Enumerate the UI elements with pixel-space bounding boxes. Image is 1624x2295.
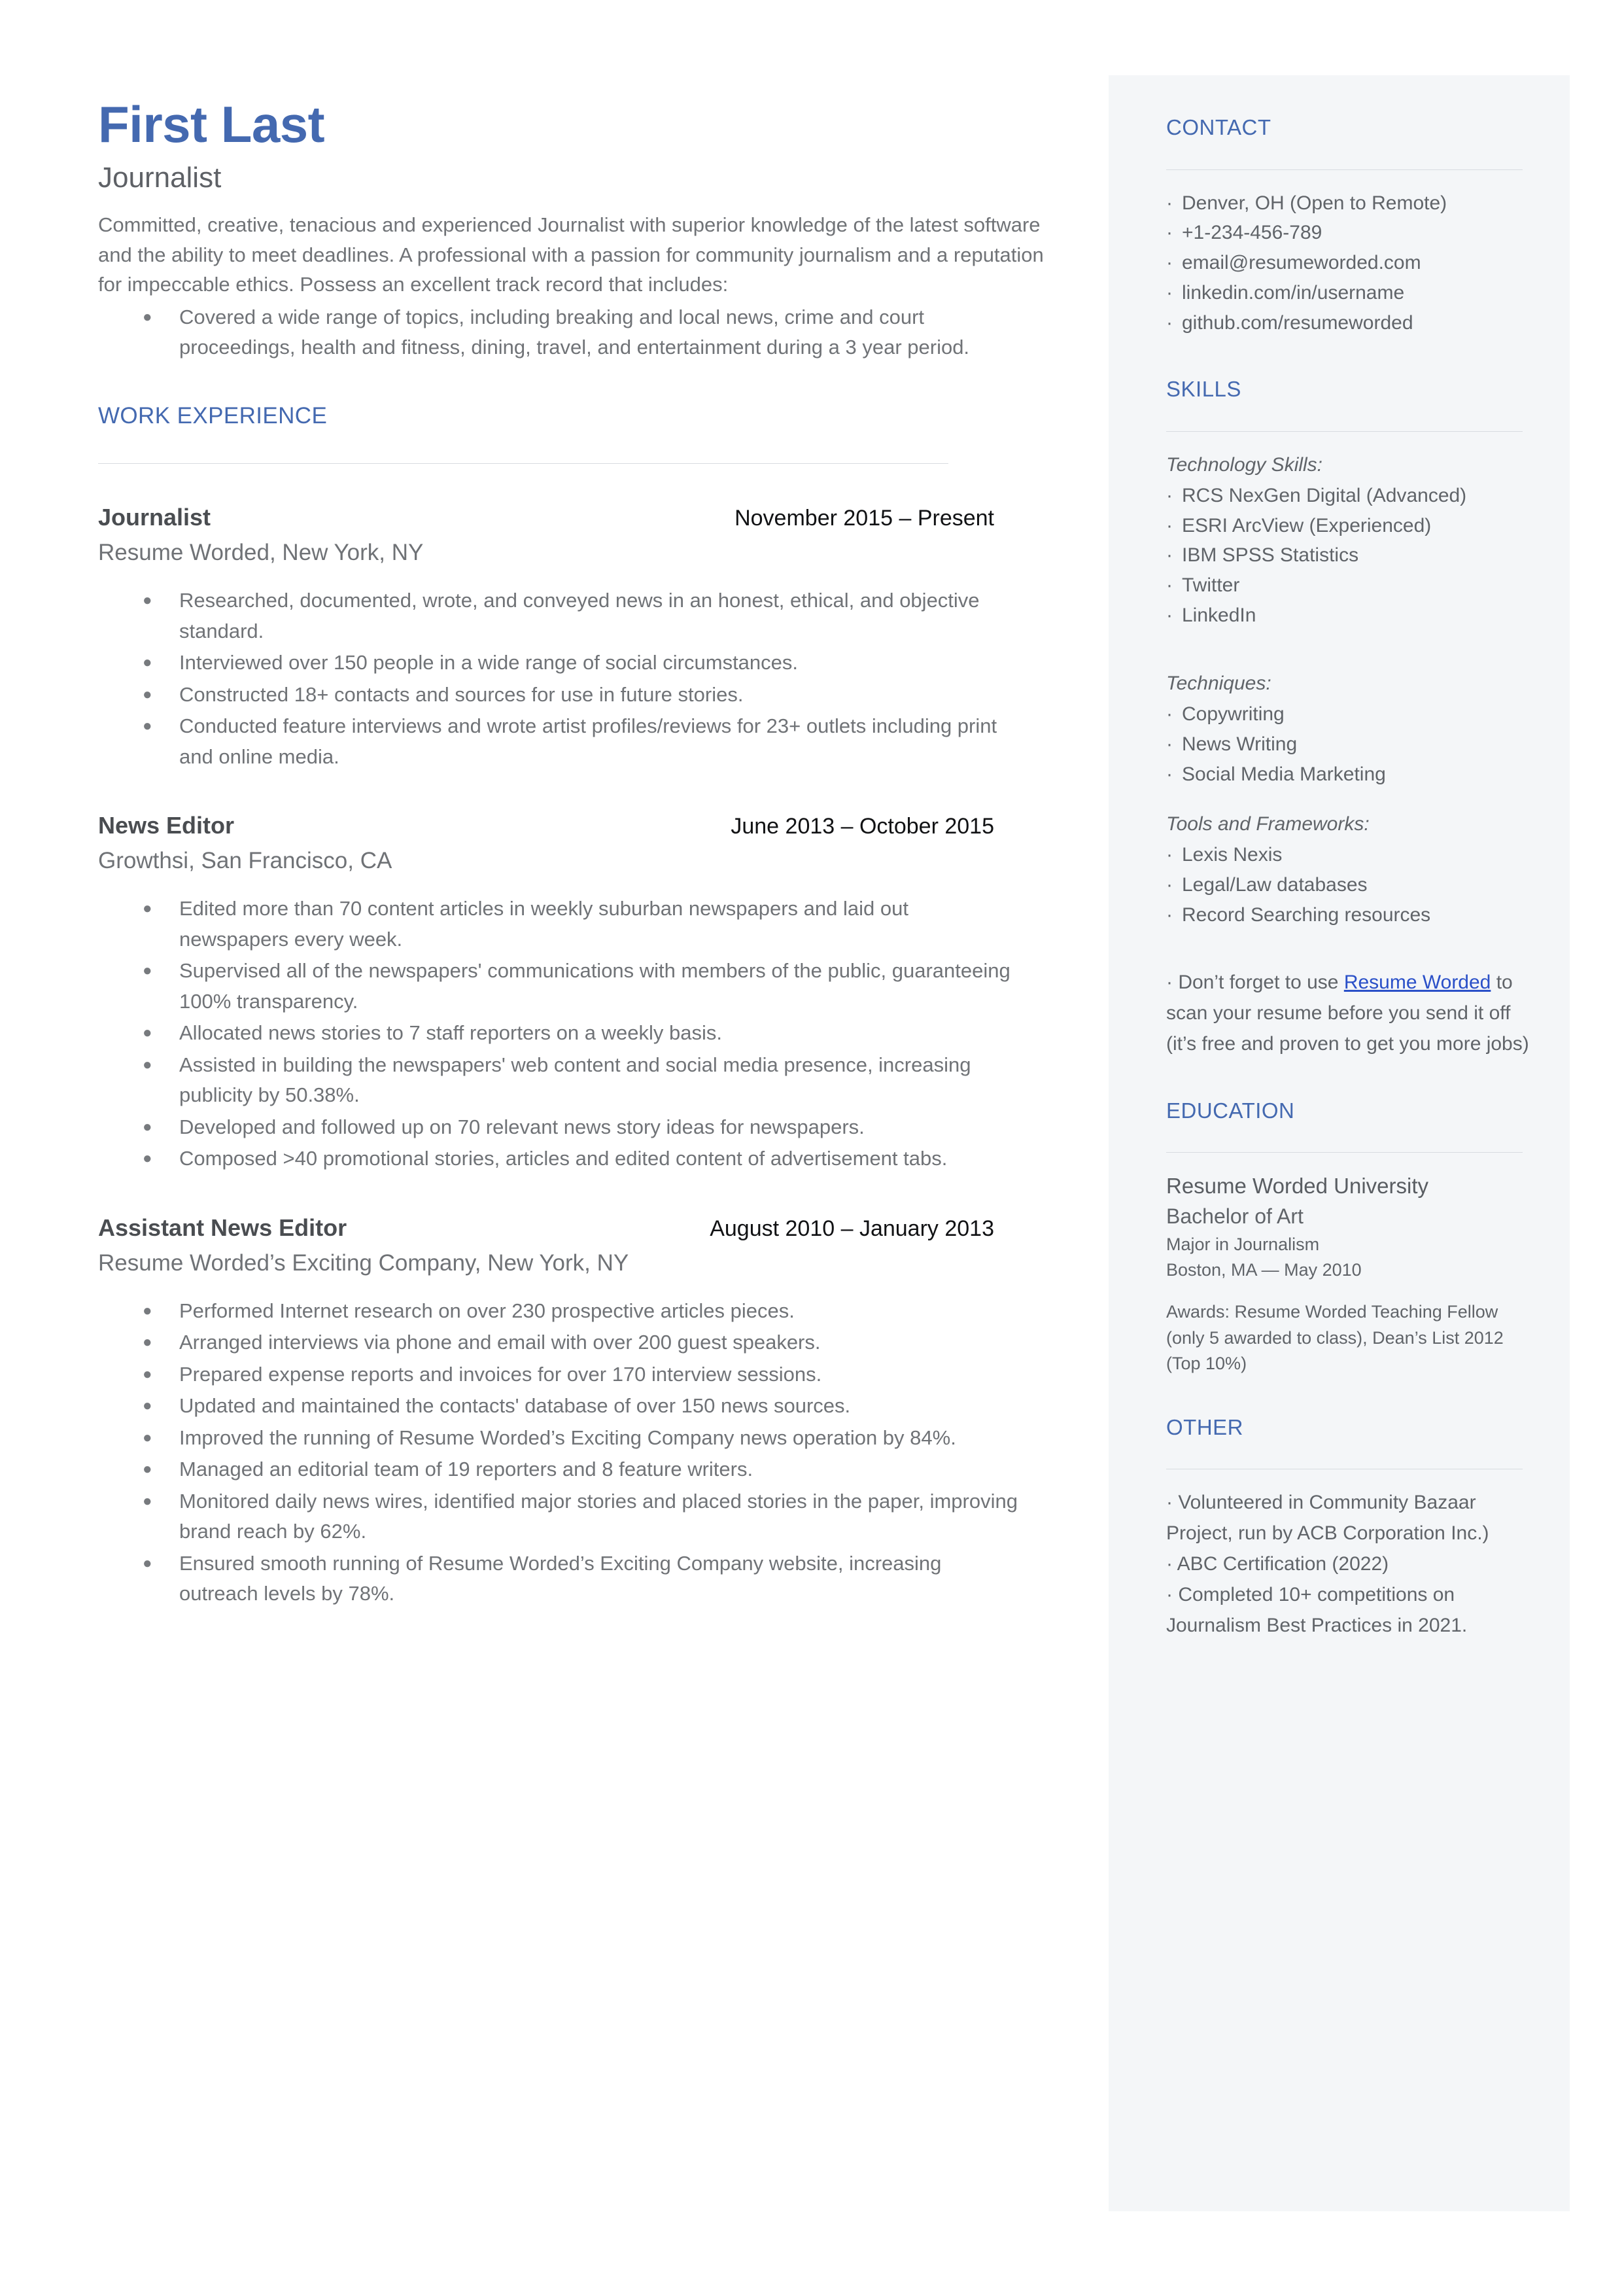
list-item	[1166, 840, 1530, 870]
education-major: Major in Journalism	[1166, 1234, 1320, 1254]
skill-item: ESRI ArcView (Experienced)	[1182, 514, 1432, 536]
section-heading-skills: SKILLS	[1166, 377, 1241, 402]
list-item: · ABC Certification (2022)	[1166, 1553, 1389, 1575]
bullet-dot-icon: ●	[143, 308, 152, 326]
summary-bullet-text: Covered a wide range of topics, including breaking and local news, crime and court proceedings, health and fitness, dining, travel, and entertainment during a 3 year period.	[179, 306, 970, 359]
job-title: News Editor	[98, 812, 235, 839]
bullet-dot-icon: ·	[1166, 282, 1173, 304]
job-bullet-text: Assisted in building the newspapers' web content and social media presence, increasing publicity by 50.38%.	[179, 1053, 971, 1107]
contact-email: email@resumeworded.com	[1182, 252, 1421, 274]
section-heading-other: OTHER	[1166, 1414, 1243, 1439]
skills-group-label-techniques: Techniques:	[1166, 673, 1271, 695]
job-dates: June 2013 – October 2015	[731, 814, 994, 839]
list-item	[1166, 540, 1530, 570]
list-item	[1166, 188, 1530, 219]
job-bullet-list	[98, 894, 1066, 1174]
contact-github: github.com/resumeworded	[1182, 312, 1413, 334]
bullet-dot-icon: ·	[1166, 604, 1173, 627]
spacer	[1166, 930, 1530, 968]
list-item	[98, 648, 1066, 678]
skills-group-label-tools: Tools and Frameworks:	[1166, 813, 1370, 835]
contact-linkedin: linkedin.com/in/username	[1182, 282, 1405, 304]
job-bullet-text: Managed an editorial team of 19 reporters and 8 feature writers.	[179, 1458, 753, 1481]
candidate-role: Journalist	[98, 161, 222, 194]
list-item	[98, 680, 1066, 710]
spacer	[1166, 1060, 1530, 1098]
skills-group-label-technology: Technology Skills:	[1166, 453, 1323, 476]
list-item	[98, 1018, 1066, 1049]
list-item	[98, 1391, 1066, 1422]
section-divider	[98, 463, 948, 464]
section-heading-work-experience: WORK EXPERIENCE	[98, 403, 328, 429]
resume-worded-link[interactable]: Resume Worded	[1343, 972, 1491, 994]
bullet-dot-icon: ●	[143, 1117, 152, 1136]
job-bullet-text: Updated and maintained the contacts' database of over 150 news sources.	[179, 1394, 851, 1418]
bullet-dot-icon: ●	[143, 591, 152, 610]
job-bullet-text: Improved the running of Resume Worded’s Exciting Company news operation by 84%.	[179, 1426, 956, 1449]
promo-prefix-text: · Don’t forget to use	[1166, 972, 1344, 994]
bullet-dot-icon: ●	[143, 1055, 152, 1074]
resume-worded-promo	[1166, 968, 1530, 1059]
skill-item: Social Media Marketing	[1182, 763, 1386, 785]
education-awards: Awards: Resume Worded Teaching Fellow (only 5 awarded to class), Dean’s List 2012 (Top 10%)	[1166, 1302, 1504, 1373]
job-dates: November 2015 – Present	[734, 506, 994, 531]
bullet-dot-icon: ●	[143, 1301, 152, 1320]
bullet-dot-icon: ·	[1166, 843, 1173, 866]
job-header-row	[98, 811, 1066, 840]
job-bullet-text: Monitored daily news wires, identified major stories and placed stories in the paper, improving brand reach by 62%.	[179, 1489, 1018, 1543]
list-item	[98, 1486, 1066, 1547]
bullet-dot-icon: ●	[143, 1428, 152, 1446]
bullet-dot-icon: ●	[143, 1333, 152, 1352]
skill-item: Copywriting	[1182, 703, 1285, 726]
list-item	[98, 711, 1066, 772]
list-item	[98, 1359, 1066, 1390]
candidate-name: First Last	[98, 96, 325, 153]
job-bullet-text: Interviewed over 150 people in a wide range of social circumstances.	[179, 651, 799, 674]
list-item	[98, 1296, 1066, 1327]
contact-list	[1166, 188, 1530, 338]
bullet-dot-icon: ·	[1166, 544, 1173, 567]
summary-bullet-list	[98, 302, 1066, 362]
summary-paragraph: Committed, creative, tenacious and experienced Journalist with superior knowledge of the latest software and the ability to meet deadlines. A professional with a passion for community journalism and a reputation for impeccable ethics. Possess an excellent track record that includes:	[98, 213, 1044, 296]
contact-phone: +1-234-456-789	[1182, 222, 1322, 244]
skill-item: LinkedIn	[1182, 604, 1256, 627]
bullet-dot-icon: ·	[1166, 222, 1173, 244]
list-item: · Completed 10+ competitions on Journalism Best Practices in 2021.	[1166, 1583, 1468, 1636]
bullet-dot-icon: ·	[1166, 192, 1173, 214]
list-item	[1166, 278, 1530, 308]
list-item	[98, 586, 1066, 646]
skill-item: Lexis Nexis	[1182, 843, 1283, 866]
list-item	[98, 1327, 1066, 1358]
job-bullet-text: Researched, documented, wrote, and conveyed news in an honest, ethical, and objective standard.	[179, 589, 980, 642]
job-company: Growthsi, San Francisco, CA	[98, 847, 392, 873]
job-bullet-text: Prepared expense reports and invoices for over 170 interview sessions.	[179, 1362, 822, 1386]
job-bullet-text: Supervised all of the newspapers' communications with members of the public, guaranteeing 100% transparency.	[179, 959, 1011, 1013]
spacer	[1166, 790, 1530, 809]
job-title: Journalist	[98, 504, 211, 531]
contact-location: Denver, OH (Open to Remote)	[1182, 192, 1447, 214]
list-item	[1166, 308, 1530, 338]
list-item	[98, 956, 1066, 1017]
job-dates: August 2010 – January 2013	[710, 1216, 994, 1241]
list-item	[98, 1144, 1066, 1174]
skills-list-techniques	[1166, 699, 1530, 790]
list-item	[1166, 601, 1530, 631]
job-entry	[98, 1214, 1066, 1609]
job-bullet-list	[98, 1296, 1066, 1609]
list-item	[1166, 870, 1530, 900]
bullet-dot-icon: ·	[1166, 312, 1173, 334]
education-school: Resume Worded University	[1166, 1174, 1429, 1199]
list-item	[1166, 511, 1530, 541]
bullet-dot-icon: ·	[1166, 514, 1173, 536]
job-title: Assistant News Editor	[98, 1214, 347, 1241]
bullet-dot-icon: ●	[143, 717, 152, 735]
job-bullet-text: Edited more than 70 content articles in weekly suburban newspapers and laid out newspapers every week.	[179, 897, 908, 951]
job-bullet-text: Performed Internet research on over 230 prospective articles pieces.	[179, 1299, 795, 1322]
job-header-row	[98, 1214, 1066, 1242]
bullet-dot-icon: ●	[143, 1397, 152, 1415]
bullet-dot-icon: ·	[1166, 252, 1173, 274]
job-company: Resume Worded, New York, NY	[98, 539, 424, 565]
section-heading-education: EDUCATION	[1166, 1098, 1295, 1123]
main-column	[98, 98, 1066, 1611]
skill-item: RCS NexGen Digital (Advanced)	[1182, 484, 1467, 506]
job-bullet-text: Developed and followed up on 70 relevant news story ideas for newspapers.	[179, 1115, 865, 1138]
sidebar	[1109, 75, 1570, 2211]
bullet-dot-icon: ●	[143, 1149, 152, 1168]
skill-item: IBM SPSS Statistics	[1182, 544, 1359, 567]
spacer	[1166, 1376, 1530, 1414]
bullet-dot-icon: ●	[143, 900, 152, 918]
bullet-dot-icon: ●	[143, 685, 152, 703]
bullet-dot-icon: ●	[143, 1554, 152, 1572]
job-bullet-text: Arranged interviews via phone and email with over 200 guest speakers.	[179, 1331, 821, 1354]
education-location-date: Boston, MA — May 2010	[1166, 1259, 1362, 1280]
bullet-dot-icon: ·	[1166, 903, 1173, 926]
bullet-dot-icon: ·	[1166, 484, 1173, 506]
list-item	[98, 1423, 1066, 1454]
list-item	[1166, 729, 1530, 760]
job-entry	[98, 503, 1066, 772]
section-divider	[1166, 1152, 1523, 1153]
skills-list-technology	[1166, 481, 1530, 631]
bullet-dot-icon: ●	[143, 962, 152, 980]
list-item	[98, 1549, 1066, 1609]
list-item	[1166, 481, 1530, 511]
skill-item: Record Searching resources	[1182, 903, 1431, 926]
list-item	[1166, 900, 1530, 930]
skill-item: Twitter	[1182, 574, 1240, 597]
section-divider	[1166, 431, 1523, 432]
job-company: Resume Worded’s Exciting Company, New York, NY	[98, 1250, 629, 1276]
bullet-dot-icon: ·	[1166, 703, 1173, 726]
spacer	[1166, 338, 1530, 376]
job-bullet-text: Composed >40 promotional stories, articles and edited content of advertisement tabs.	[179, 1147, 948, 1170]
bullet-dot-icon: ·	[1166, 873, 1173, 896]
list-item	[1166, 570, 1530, 601]
list-item	[1166, 699, 1530, 729]
education-degree: Bachelor of Art	[1166, 1204, 1304, 1229]
job-bullet-text: Allocated news stories to 7 staff reporters on a weekly basis.	[179, 1021, 722, 1045]
job-bullet-text: Conducted feature interviews and wrote artist profiles/reviews for 23+ outlets including print and online media.	[179, 714, 997, 768]
bullet-dot-icon: ●	[143, 1492, 152, 1510]
other-list	[1166, 1488, 1530, 1641]
bullet-dot-icon: ●	[143, 1024, 152, 1042]
bullet-dot-icon: ·	[1166, 733, 1173, 755]
list-item	[1166, 218, 1530, 248]
list-item	[98, 1112, 1066, 1143]
list-item	[98, 1454, 1066, 1485]
job-bullet-text: Constructed 18+ contacts and sources for use in future stories.	[179, 682, 744, 706]
bullet-dot-icon: ●	[143, 1365, 152, 1383]
skill-item: Legal/Law databases	[1182, 873, 1368, 896]
bullet-dot-icon: ●	[143, 654, 152, 672]
bullet-dot-icon: ·	[1166, 763, 1173, 785]
list-item	[1166, 248, 1530, 278]
skill-item: News Writing	[1182, 733, 1298, 755]
job-bullet-list	[98, 586, 1066, 772]
list-item	[98, 894, 1066, 955]
list-item	[1166, 760, 1530, 790]
list-item	[98, 1050, 1066, 1111]
section-heading-contact: CONTACT	[1166, 115, 1271, 139]
job-header-row	[98, 503, 1066, 532]
list-item: · Volunteered in Community Bazaar Project, run by ACB Corporation Inc.)	[1166, 1492, 1489, 1545]
bullet-dot-icon: ●	[143, 1460, 152, 1479]
job-bullet-text: Ensured smooth running of Resume Worded’s Exciting Company website, increasing outreach levels by 78%.	[179, 1551, 942, 1605]
list-item	[98, 302, 1066, 362]
skills-list-tools	[1166, 840, 1530, 930]
spacer	[1166, 631, 1530, 669]
section-divider	[1166, 169, 1523, 170]
bullet-dot-icon: ·	[1166, 574, 1173, 597]
promo-suffix-text: to scan your resume before you send it off (it’s free and proven to get you more jobs)	[1166, 972, 1529, 1055]
job-entry	[98, 811, 1066, 1174]
